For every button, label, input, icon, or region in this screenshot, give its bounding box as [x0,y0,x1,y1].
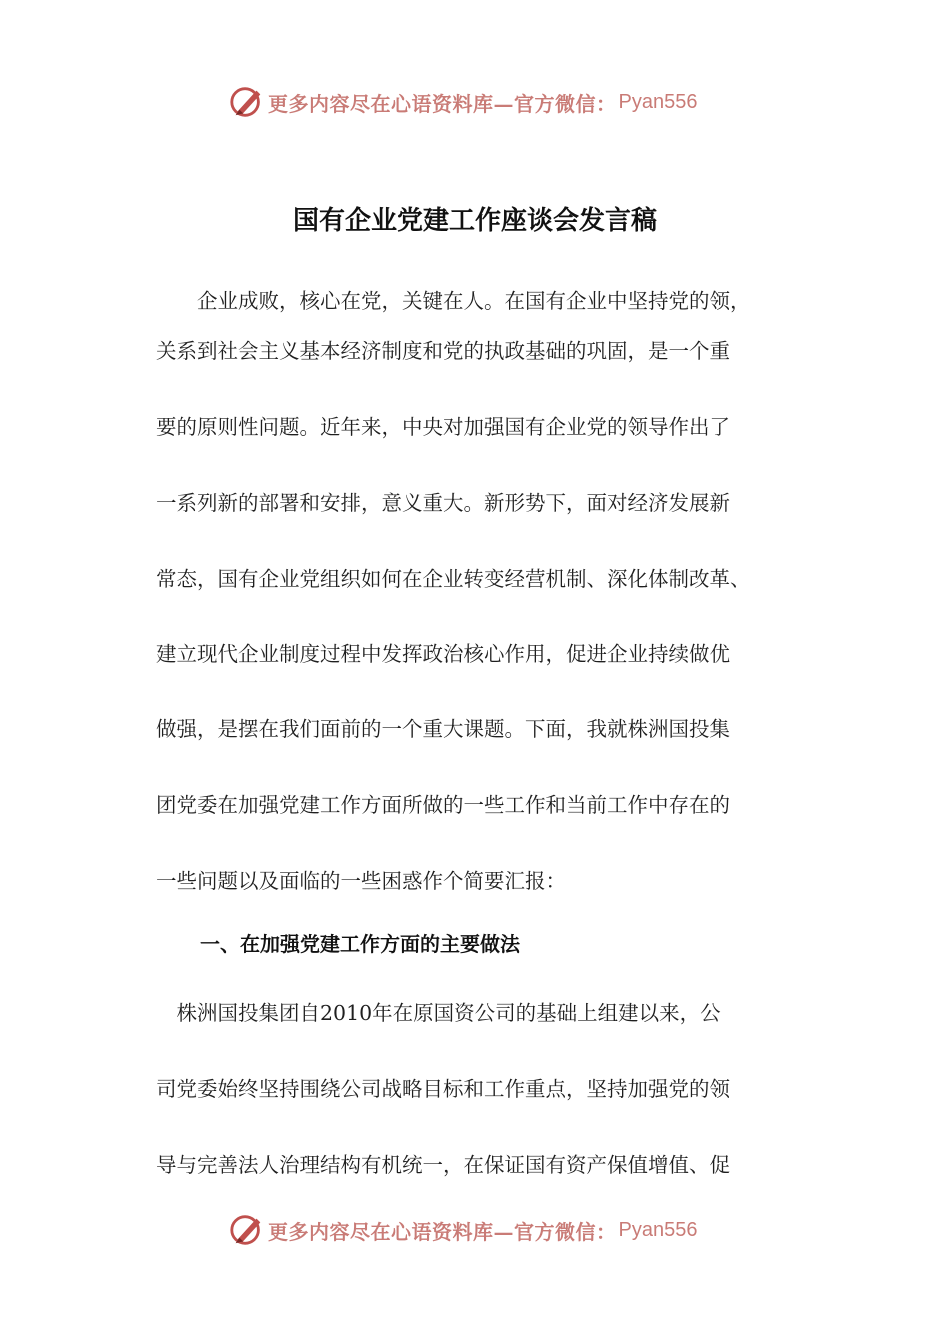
watermark-text: 更多内容尽在心语资料库—官方微信： [268,1219,617,1244]
paragraph-line: 司党委始终坚持围绕公司战略目标和工作重点，坚持加强党的领 [156,1077,730,1101]
watermark-wechat-id: Pyan556 [618,90,698,113]
document-title: 国有企业党建工作座谈会发言稿 [292,206,657,236]
header-watermark [228,82,697,122]
paragraph-line: 要的原则性问题。近年来，中央对加强国有企业党的领导作出了 [156,415,730,439]
paragraph-line: 常态，国有企业党组织如何在企业转变经营机制、深化体制改革、 [156,567,751,591]
paragraph-line: 建立现代企业制度过程中发挥政治核心作用，促进企业持续做优 [156,642,730,666]
paragraph-line: 株洲国投集团自2010年在原国资公司的基础上组建以来，公 [156,1001,721,1025]
footer-watermark [228,1210,697,1250]
paragraph-line: 一系列新的部署和安排，意义重大。新形势下，面对经济发展新 [156,491,730,515]
paragraph-line: 一些问题以及面临的一些困惑作个简要汇报： [156,869,566,893]
pen-logo-icon [228,83,266,121]
paragraph-line: 导与完善法人治理结构有机统一，在保证国有资产保值增值、促 [156,1153,730,1177]
watermark-text: 更多内容尽在心语资料库—官方微信： [268,91,617,116]
section-heading: 一、在加强党建工作方面的主要做法 [200,932,520,956]
paragraph-line: 做强，是摆在我们面前的一个重大课题。下面，我就株洲国投集 [156,717,730,741]
pen-logo-icon [228,1211,266,1249]
paragraph-line: 团党委在加强党建工作方面所做的一些工作和当前工作中存在的 [156,793,730,817]
paragraph-line: 关系到社会主义基本经济制度和党的执政基础的巩固，是一个重 [156,339,730,363]
paragraph-line: 企业成败，核心在党，关键在人。在国有企业中坚持党的领， [156,289,751,313]
watermark-wechat-id: Pyan556 [618,1218,698,1241]
